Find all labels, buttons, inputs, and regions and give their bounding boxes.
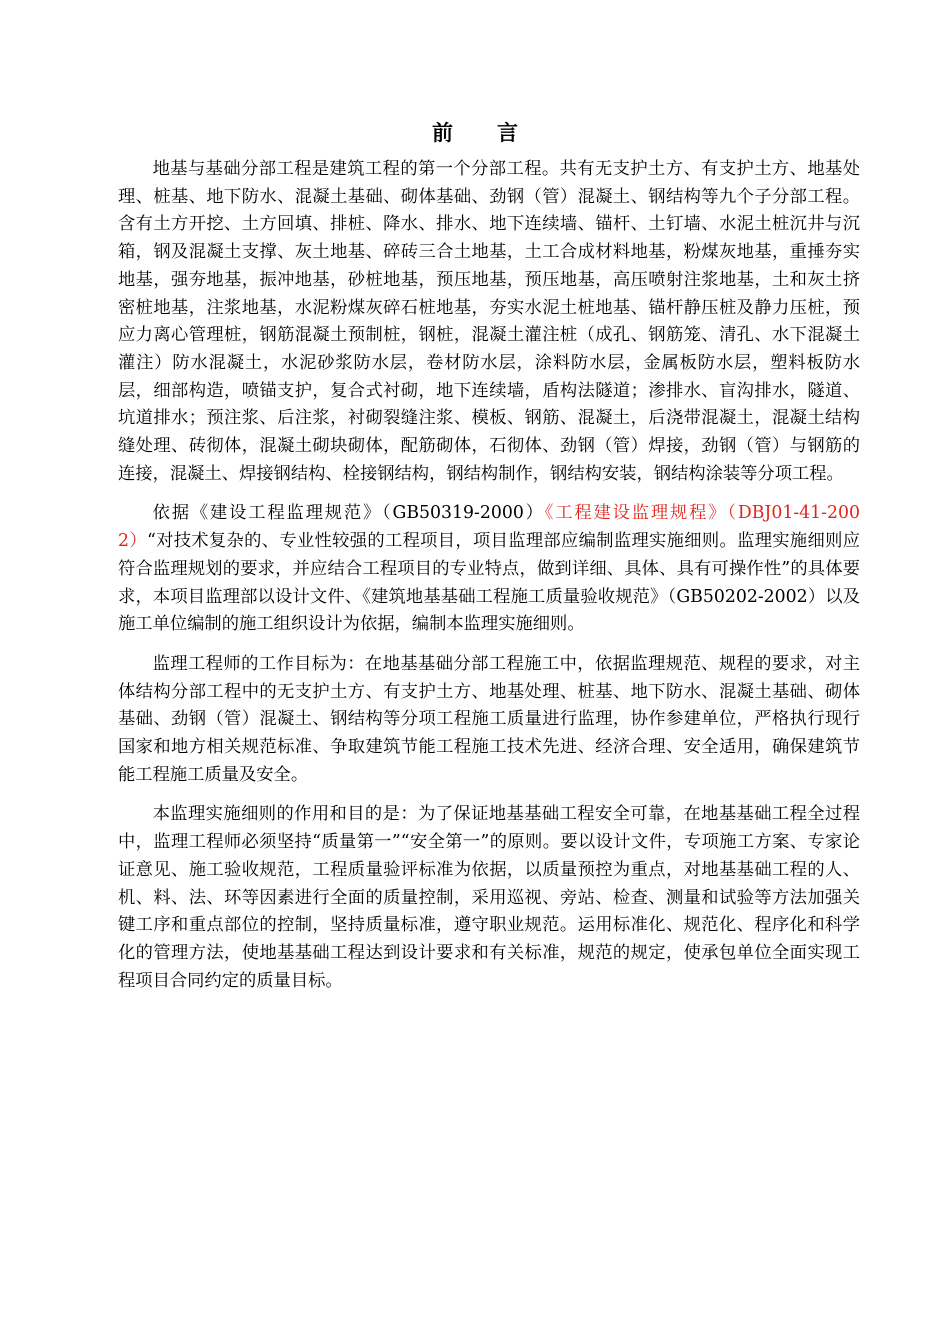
paragraph-basis: [118, 500, 860, 639]
paragraph-scope: 地基与基础分部工程是建筑工程的第一个分部工程。共有无支护土方、有支护土方、地基处理、桩基、地下防水、混凝土基础、砌体基础、劲钢（管）混凝土、钢结构等九个子分部工程。含有土方开挖、土方回填、排桩、降水、排水、地下连续墙、锚杆、土钉墙、水泥土桩沉井与沉箱，钢及混凝土支撑、灰土地基、碎砖三合土地基，土工合成材料地基，粉煤灰地基，重捶夯实地基，强夯地基，振冲地基，砂桩地基，预压地基，预压地基，高压喷射注浆地基，土和灰土挤密桩地基，注浆地基，水泥粉煤灰碎石桩地基，夯实水泥土桩地基、锚杆静压桩及静力压桩，预应力离心管理桩，钢筋混凝土预制桩，钢桩，混凝土灌注桩（成孔、钢筋笼、清孔、水下混凝土灌注）防水混凝土，水泥砂浆防水层，卷材防水层，涂料防水层，金属板防水层，塑料板防水层，细部构造，喷锚支护，复合式衬砌，地下连续墙，盾构法隧道；渗排水、盲沟排水，隧道、坑道排水；预注浆、后注浆，衬砌裂缝注浆、模板、钢筋、混凝土，后浇带混凝土，混凝土结构缝处理、砖彻体，混凝土砌块砌体，配筋砌体，石彻体、劲钢（管）焊接，劲钢（管）与钢筋的连接，混凝土、焊接钢结构、栓接钢结构，钢结构制作，钢结构安装，钢结构涂装等分项工程。: [118, 159, 860, 484]
basis-text-start: 依据《建设工程监理规范》（GB50319-2000）: [152, 503, 545, 524]
basis-highlighted-reference: 《工程建设监理规程》（DBJ01-41-2002）: [118, 503, 860, 552]
paragraph-purpose: 本监理实施细则的作用和目的是：为了保证地基基础工程安全可靠，在地基基础工程全过程中，监理工程师必须坚持“质量第一”“安全第一”的原则。要以设计文件，专项施工方案、专家论证意见、施工验收规范，工程质量验评标准为依据，以质量预控为重点，对地基基础工程的人、机、料、法、环等因素进行全面的质量控制，采用巡视、旁站、检查、测量和试验等方法加强关键工序和重点部位的控制，坚持质量标准，遵守职业规范。运用标准化、规范化、程序化和科学化的管理方法，使地基基础工程达到设计要求和有关标准，规范的规定，使承包单位全面实现工程项目合同约定的质量目标。: [118, 804, 860, 991]
page-title: [0, 118, 950, 148]
document-body: [118, 156, 860, 995]
paragraph-objectives: 监理工程师的工作目标为：在地基基础分部工程施工中，依据监理规范、规程的要求，对主体结构分部工程中的无支护土方、有支护土方、地基处理、桩基、地下防水、混凝土基础、砌体基础、劲钢（管）混凝土、钢结构等分项工程施工质量进行监理，协作参建单位，严格执行现行国家和地方相关规范标准、争取建筑节能工程施工技术先进、经济合理、安全适用，确保建筑节能工程施工质量及安全。: [118, 653, 860, 785]
title-char-2: 言: [497, 121, 518, 145]
basis-text-end: “对技术复杂的、专业性较强的工程项目，项目监理部应编制监理实施细则。监理实施细则应符合监理规划的要求，并应结合工程项目的专业特点，做到详细、具体、具有可操作性”的具体要求，本项目监理部以设计文件、《建筑地基基础工程施工质量验收规范》（GB50202-2002）以及施工单位编制的施工组织设计为依据，编制本监理实施细则。: [118, 531, 861, 635]
title-char-1: 前: [432, 121, 453, 145]
